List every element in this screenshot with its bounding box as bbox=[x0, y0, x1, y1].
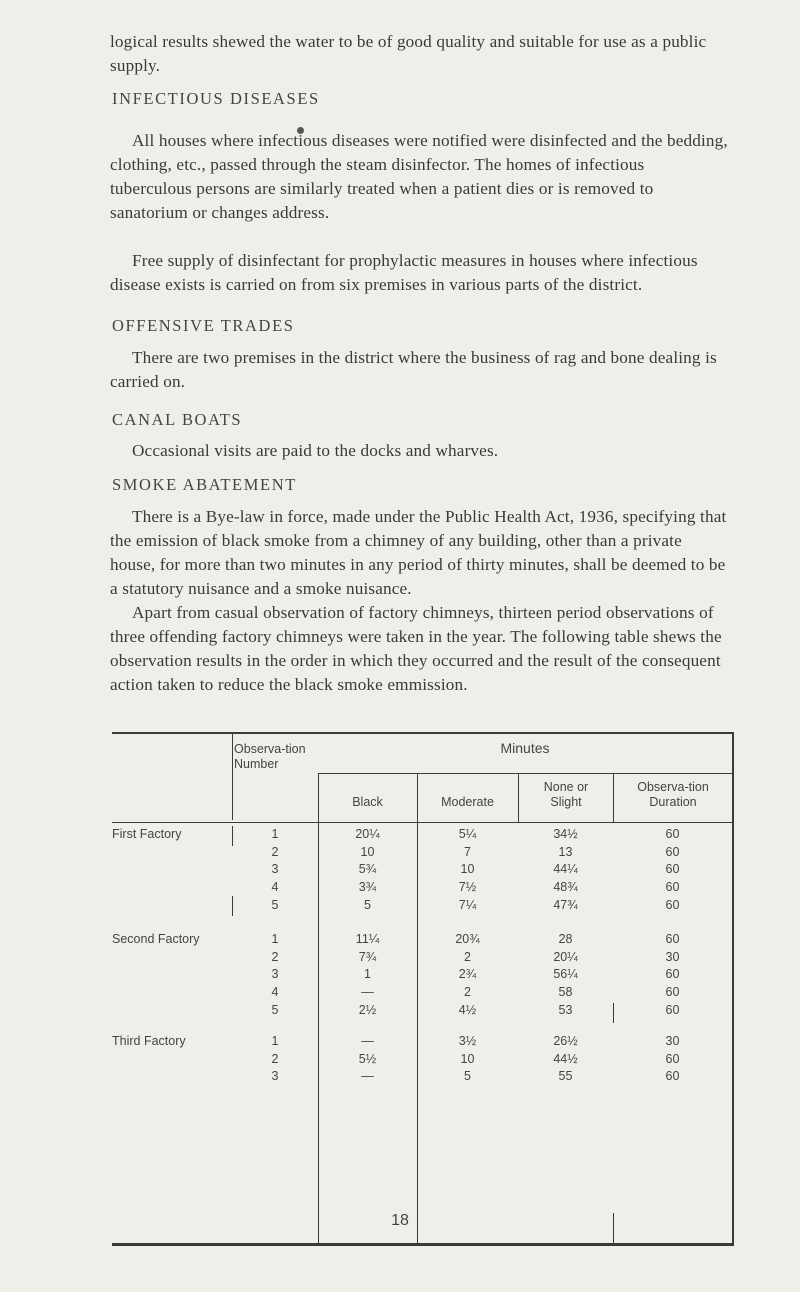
table-cell-black: 10 bbox=[360, 844, 375, 859]
table-cell-none: 34½ bbox=[553, 827, 578, 841]
table-cell-none: 48¾ bbox=[553, 880, 578, 895]
table-cell-dur: 60 bbox=[665, 827, 680, 841]
column-rule bbox=[232, 734, 233, 820]
table-cell-none: 55 bbox=[558, 1069, 573, 1084]
table-cell-black: 5½ bbox=[358, 1051, 377, 1066]
table-cell-moderate: 2 bbox=[464, 985, 471, 1000]
column-rule bbox=[613, 1003, 614, 1023]
table-cell-moderate: 20¾ bbox=[455, 932, 480, 946]
table-cell-none: 53 bbox=[558, 1002, 573, 1017]
header-black: Black bbox=[352, 795, 383, 809]
table-cell-moderate: 10 bbox=[460, 862, 475, 877]
header-minutes: Minutes bbox=[500, 740, 550, 756]
column-rule bbox=[232, 896, 233, 916]
table-cell-none: 13 bbox=[558, 844, 573, 859]
table-top-rule bbox=[112, 732, 734, 734]
table-cell-dur: 60 bbox=[665, 985, 680, 1000]
table-cell-none: 28 bbox=[558, 932, 573, 946]
header-observation-number: Observa-tion Number bbox=[234, 742, 306, 771]
table-cell-black: 11¼ bbox=[355, 932, 380, 946]
table-cell-none: 44¼ bbox=[553, 862, 578, 877]
table-cell-none: 20¼ bbox=[553, 949, 578, 964]
canal-paragraph-1: Occasional visits are paid to the docks and wharves. bbox=[132, 441, 499, 460]
intro-paragraph: logical results shewed the water to be of good quality and suitable for use as a public supply. bbox=[110, 32, 707, 75]
header-moderate: Moderate bbox=[441, 795, 494, 809]
table-cell-black: 7¾ bbox=[358, 949, 377, 964]
table-cell-dur: 60 bbox=[665, 1002, 680, 1017]
smoke-paragraph-2: Apart from casual observation of factory chimneys, thirteen period observations of three offending factory chimneys were taken in the year. The following table shews the observation results in the order in which they occurred and the result of the consequent action taken to reduce the black smoke emmission. bbox=[110, 603, 722, 694]
column-rule bbox=[232, 826, 233, 846]
table-cell-black: — bbox=[361, 985, 374, 1000]
table-cell-moderate: 2 bbox=[464, 949, 471, 964]
table-cell-dur: 60 bbox=[665, 880, 680, 895]
group-label: First Factory bbox=[112, 827, 182, 841]
table-cell-none: 26½ bbox=[553, 1034, 578, 1048]
table-cell-black: 5 bbox=[364, 897, 371, 912]
column-rule bbox=[417, 773, 418, 1243]
table-cell-moderate: 2¾ bbox=[458, 967, 477, 982]
table-cell-dur: 60 bbox=[665, 1051, 680, 1066]
table-cell-none: 47¾ bbox=[553, 897, 578, 912]
table-cell-n: 2 bbox=[271, 844, 279, 859]
heading-infectious-diseases: INFECTIOUS DISEASES bbox=[112, 89, 320, 108]
table-cell-moderate: 10 bbox=[460, 1051, 475, 1066]
table-cell-n: 3 bbox=[271, 1069, 279, 1084]
table-bottom-rule bbox=[112, 1243, 734, 1246]
table-cell-n: 4 bbox=[271, 985, 279, 1000]
table-cell-dur: 60 bbox=[665, 967, 680, 982]
table-cell-dur: 60 bbox=[665, 1069, 680, 1084]
table-cell-n: 2 bbox=[271, 949, 279, 964]
table-cell-black: — bbox=[361, 1034, 374, 1048]
table-cell-black: — bbox=[361, 1069, 374, 1084]
table-cell-moderate: 7¼ bbox=[458, 897, 477, 912]
heading-smoke-abatement: SMOKE ABATEMENT bbox=[112, 475, 297, 494]
table-cell-dur: 60 bbox=[665, 862, 680, 877]
column-rule bbox=[518, 773, 519, 823]
table-cell-moderate: 5 bbox=[464, 1069, 471, 1084]
table-cell-moderate: 3½ bbox=[458, 1034, 477, 1048]
table-cell-n: 5 bbox=[271, 897, 279, 912]
column-rule bbox=[613, 773, 614, 823]
header-observation-duration: Observa-tion Duration bbox=[637, 780, 709, 809]
table-cell-n: 3 bbox=[271, 862, 279, 877]
heading-offensive-trades: OFFENSIVE TRADES bbox=[112, 316, 295, 335]
column-rule bbox=[318, 773, 319, 1243]
table-cell-dur: 60 bbox=[665, 897, 680, 912]
table-cell-n: 1 bbox=[271, 827, 279, 841]
infectious-paragraph-1: All houses where infectious diseases were notified were disinfected and the bedding, clothing, etc., passed through the steam disinfector. The homes of infectious tuberculous persons are similarly treated when a patient dies or is removed to sanatorium or changes address. bbox=[110, 131, 728, 222]
header-none-or-slight: None or Slight bbox=[543, 780, 589, 809]
table-cell-moderate: 7½ bbox=[458, 880, 477, 895]
table-cell-dur: 30 bbox=[665, 1034, 680, 1048]
group-label: Second Factory bbox=[112, 932, 200, 946]
table-cell-n: 1 bbox=[271, 1034, 279, 1048]
table-cell-n: 5 bbox=[271, 1002, 279, 1017]
infectious-paragraph-2: Free supply of disinfectant for prophylactic measures in houses where infectious disease exists is carried on from six premises in various parts of the district. bbox=[110, 251, 698, 294]
header-bottom-rule bbox=[112, 822, 734, 823]
table-cell-none: 44½ bbox=[553, 1051, 578, 1066]
table-cell-black: 2½ bbox=[358, 1002, 377, 1017]
table-cell-none: 56¼ bbox=[553, 967, 578, 982]
table-cell-none: 58 bbox=[558, 985, 573, 1000]
table-cell-black: 5¾ bbox=[358, 862, 377, 877]
table-cell-black: 20¼ bbox=[355, 827, 380, 841]
smoke-paragraph-1: There is a Bye-law in force, made under the Public Health Act, 1936, specifying that the emission of black smoke from a chimney of any building, other than a private house, for more than two minutes in any period of thirty minutes, shall be deemed to be a statutory nuisance and a smoke nuisance. bbox=[110, 507, 727, 598]
page-number: 18 bbox=[391, 1212, 409, 1229]
table-cell-dur: 30 bbox=[665, 949, 680, 964]
table-cell-n: 4 bbox=[271, 880, 279, 895]
table-right-rule bbox=[732, 732, 734, 1244]
table-cell-n: 1 bbox=[271, 932, 279, 946]
heading-canal-boats: CANAL BOATS bbox=[112, 410, 243, 429]
minutes-sub-rule bbox=[318, 773, 732, 774]
offensive-paragraph-1: There are two premises in the district where the business of rag and bone dealing is carried on. bbox=[110, 348, 717, 391]
table-cell-moderate: 7 bbox=[464, 844, 471, 859]
table-cell-n: 3 bbox=[271, 967, 279, 982]
table-cell-dur: 60 bbox=[665, 844, 680, 859]
table-cell-dur: 60 bbox=[665, 932, 680, 946]
table-cell-black: 3¾ bbox=[358, 880, 377, 895]
table-cell-moderate: 5¼ bbox=[458, 827, 477, 841]
table-cell-moderate: 4½ bbox=[458, 1002, 477, 1017]
group-label: Third Factory bbox=[112, 1034, 186, 1048]
table-cell-black: 1 bbox=[364, 967, 371, 982]
table-cell-n: 2 bbox=[271, 1051, 279, 1066]
